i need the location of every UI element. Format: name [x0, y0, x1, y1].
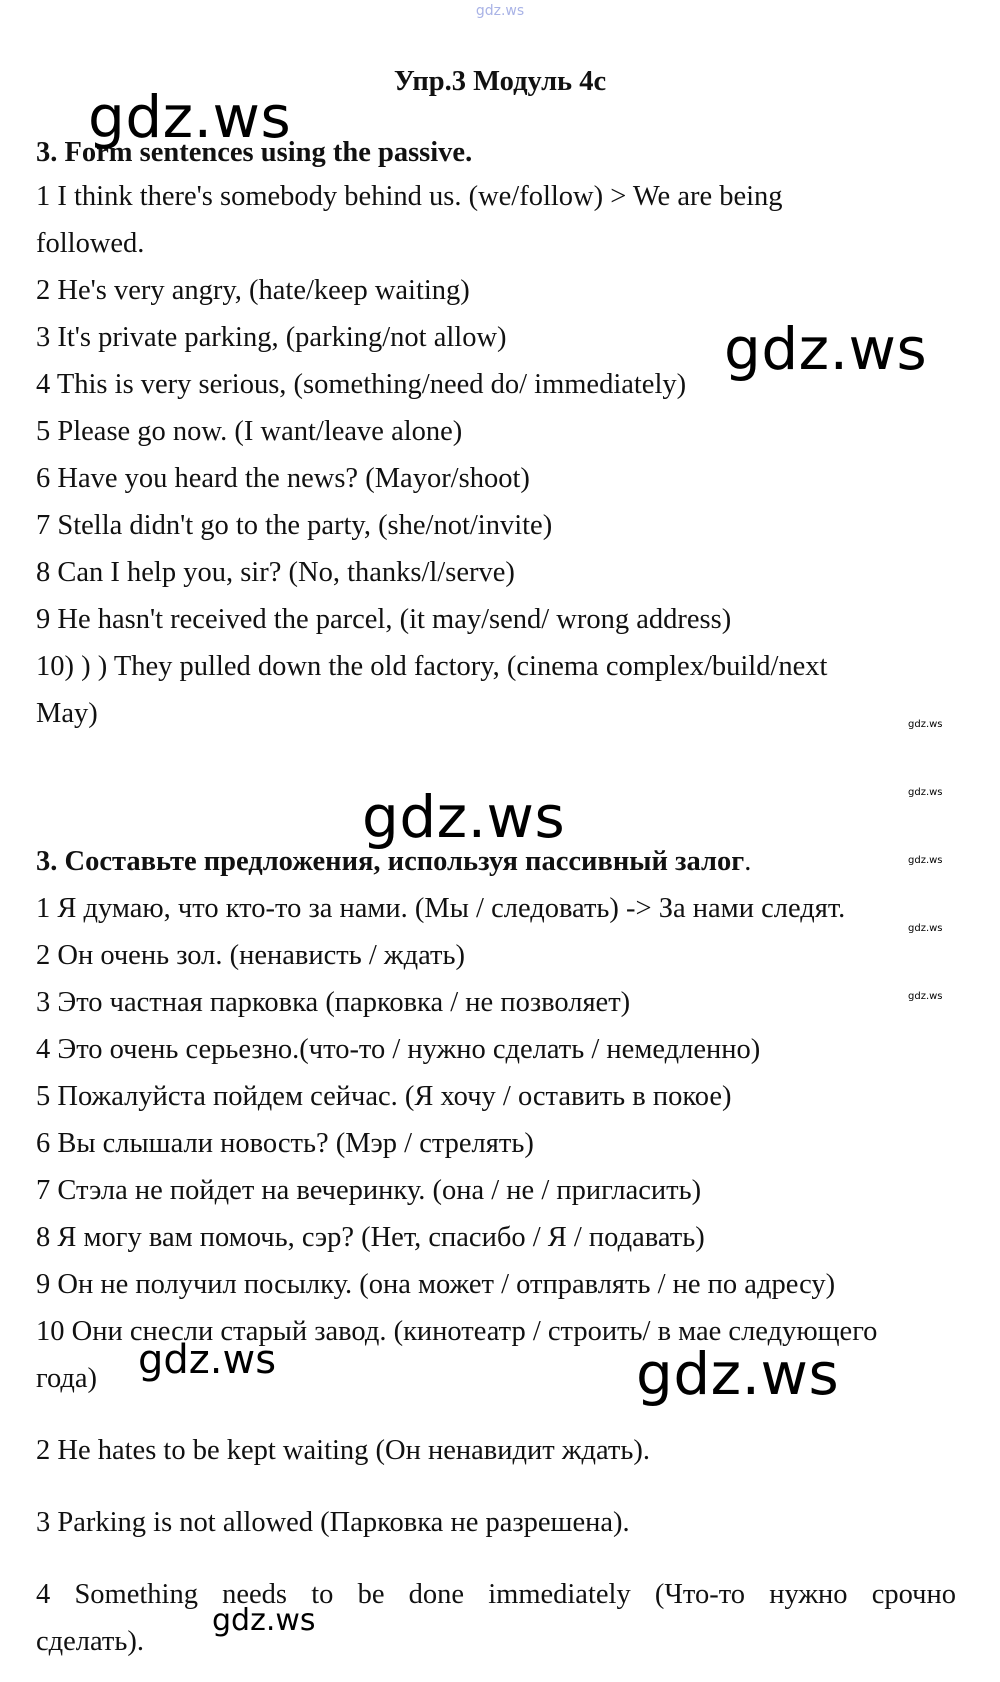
- english-heading: 3. Form sentences using the passive.: [36, 137, 473, 168]
- watermark-large: gdz.ws: [724, 315, 928, 383]
- english-line: 4 This is very serious, (something/need do/ immediately): [36, 369, 687, 400]
- russian-line: 8 Я могу вам помочь, сэр? (Нет, спасибо / Я / подавать): [36, 1222, 705, 1253]
- english-line: 7 Stella didn't go to the party, (she/not/invite): [36, 510, 553, 541]
- russian-line: 7 Стэла не пойдет на вечеринку. (она / не / пригласить): [36, 1175, 702, 1206]
- english-line: 10) ) ) They pulled down the old factory, (cinema complex/build/next: [36, 651, 828, 682]
- watermark-small: gdz.ws: [908, 787, 943, 798]
- watermark-small: gdz.ws: [908, 855, 943, 866]
- russian-line: 9 Он не получил посылку. (она может / отправлять / не по адресу): [36, 1269, 836, 1300]
- russian-heading: 3. Составьте предложения, используя пассивный залог: [36, 846, 745, 877]
- answer-line: сделать).: [36, 1626, 145, 1657]
- watermark-large: gdz.ws: [362, 783, 566, 851]
- watermark-large: gdz.ws: [88, 83, 292, 151]
- english-line: followed.: [36, 228, 145, 259]
- english-line: 9 He hasn't received the parcel, (it may/send/ wrong address): [36, 604, 732, 635]
- russian-line: 1 Я думаю, что кто-то за нами. (Мы / следовать) -> За нами следят.: [36, 893, 846, 924]
- russian-line: 3 Это частная парковка (парковка / не позволяет): [36, 987, 631, 1018]
- english-line: 2 He's very angry, (hate/keep waiting): [36, 275, 470, 306]
- english-line: May): [36, 698, 98, 729]
- answer-line: 2 He hates to be kept waiting (Он ненавидит ждать).: [36, 1435, 651, 1466]
- answer-line: 3 Parking is not allowed (Парковка не разрешена).: [36, 1507, 630, 1538]
- russian-heading-period: .: [744, 846, 752, 877]
- russian-line: 2 Он очень зол. (ненависть / ждать): [36, 940, 465, 971]
- watermark-large: gdz.ws: [636, 1340, 840, 1408]
- page-title: Упр.3 Модуль 4с: [393, 66, 607, 97]
- russian-line: 4 Это очень серьезно.(что-то / нужно сделать / немедленно): [36, 1034, 761, 1065]
- russian-line: года): [36, 1363, 98, 1394]
- english-line: 3 It's private parking, (parking/not allow): [36, 322, 507, 353]
- english-line: 6 Have you heard the news? (Mayor/shoot): [36, 463, 530, 494]
- english-line: 1 I think there's somebody behind us. (we/follow) > We are being: [36, 181, 783, 212]
- watermark-medium: gdz.ws: [212, 1603, 316, 1638]
- watermark-small: gdz.ws: [908, 923, 943, 934]
- russian-line: 6 Вы слышали новость? (Мэр / стрелять): [36, 1128, 534, 1159]
- russian-line: 5 Пожалуйста пойдем сейчас. (Я хочу / оставить в покое): [36, 1081, 732, 1112]
- watermark-small: gdz.ws: [908, 719, 943, 730]
- english-line: 5 Please go now. (I want/leave alone): [36, 416, 463, 447]
- watermark-medium: gdz.ws: [138, 1337, 277, 1383]
- top-watermark: gdz.ws: [475, 3, 525, 19]
- english-line: 8 Can I help you, sir? (No, thanks/l/serve): [36, 557, 515, 588]
- russian-line: 10 Они снесли старый завод. (кинотеатр / строить/ в мае следующего: [36, 1316, 878, 1347]
- watermark-small: gdz.ws: [908, 991, 943, 1002]
- answer-line: 4 Something needs to be done immediately (Что-то нужно срочно: [36, 1579, 956, 1610]
